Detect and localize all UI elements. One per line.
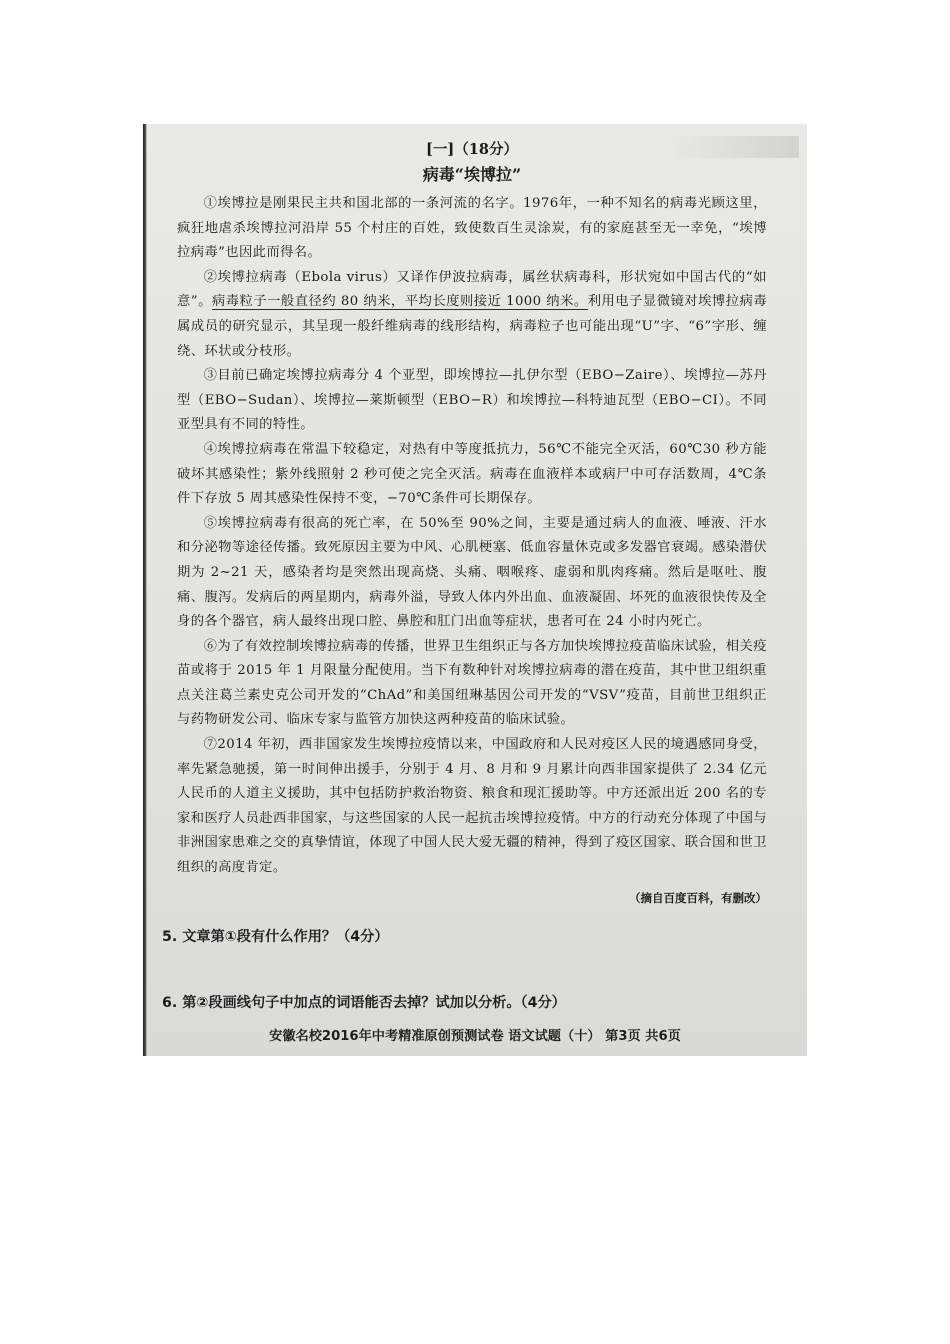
- paragraph-2-after: 利用电子显微镜对埃博拉病毒属成员的研究显示，其呈现一般纤维病毒的线形结构，病毒粒子也可能出现“U”字、“6”字形、缠绕、环状或分枝形。: [177, 294, 768, 359]
- page-footer: 安徽名校2016年中考精准原创预测试卷 语文试题（十） 第3页 共6页: [269, 1029, 681, 1044]
- paragraph-1: ①埃博拉是刚果民主共和国北部的一条河流的名字。1976年，一种不知名的病毒光顾这里，疯狂地虐杀埃博拉河沿岸 55 个村庄的百姓，致使数百生灵涂炭，有的家庭甚至无一幸免，“埃博拉病毒”也因此而得名。: [177, 196, 767, 261]
- paragraph-2: [177, 266, 767, 364]
- photo-dark-edge: [143, 124, 147, 1056]
- section-label: [一]（18分）: [426, 141, 518, 158]
- exam-page-photo: [143, 124, 807, 1056]
- underlined-sentence: 病毒粒子一般直径约 80 纳米，平均长度则接近 1000 纳米。: [211, 294, 588, 310]
- question-5: 5. 文章第①段有什么作用？（4分）: [162, 929, 389, 945]
- paragraph-5: ⑤埃博拉病毒有很高的死亡率，在 50%至 90%之间，主要是通过病人的血液、唾液、汗水和分泌物等途径传播。致死原因主要为中风、心肌梗塞、低血容量休克或多发器官衰竭。感染潜伏期为 2~21 天，感染者均是突然出现高烧、头痛、咽喉疼、虚弱和肌肉疼痛。然后是呕吐、腹痛、腹泻。发病后的两星期内，病毒外溢，导致人体内外出血、血液凝固、坏死的血液很快传及全身的各个器官，病人最终出现口腔、鼻腔和肛门出血等症状，患者可在 24 小时内死亡。: [177, 515, 767, 630]
- reading-passage: [177, 138, 767, 909]
- paragraph-2-before: ②埃博拉病毒（Ebola virus）又译作伊波拉病毒，属丝状病毒科，形状宛如中国古代的“如意”。: [177, 269, 767, 310]
- question-6: 6. 第②段画线句子中加点的词语能否去掉？试加以分析。（4分）: [162, 995, 566, 1011]
- paragraph-7: ⑦2014 年初，西非国家发生埃博拉疫情以来，中国政府和人民对疫区人民的境遇感同身受，率先紧急驰援，第一时间伸出援手，分别于 4 月、8 月和 9 月累计向西非国家提供了 2.34 亿元人民币的人道主义援助，其中包括防护救治物资、粮食和现汇援助等。中方还派出近 200 名的专家和医疗人员赴西非国家，与这些国家的人民一起抗击埃博拉疫情。中方的行动充分体现了中国与非洲国家患难之交的真挚情谊，体现了中国人民大爱无疆的精神，得到了疫区国家、联合国和世卫组织的高度肯定。: [177, 737, 767, 876]
- paragraph-3: ③目前已确定埃博拉病毒分 4 个亚型，即埃博拉—扎伊尔型（EBO−Zaire）、埃博拉—苏丹型（EBO−Sudan）、埃博拉—莱斯顿型（EBO−R）和埃博拉—科特迪瓦型（EBO−CI）。不同亚型具有不同的特性。: [177, 368, 767, 433]
- passage-title: 病毒“埃博拉”: [422, 165, 522, 184]
- source-note: （摘自百度百科，有删改）: [629, 890, 767, 905]
- paragraph-6: ⑥为了有效控制埃博拉病毒的传播，世界卫生组织正与各方加快埃博拉疫苗临床试验，相关疫苗或将于 2015 年 1 月限量分配使用。当下有数种针对埃博拉病毒的潜在疫苗，其中世卫组织重点关注葛兰素史克公司开发的“ChAd”和美国纽琳基因公司开发的“VSV”疫苗，目前世卫组织正与药物研发公司、临床专家与监管方加快这两种疫苗的临床试验。: [177, 638, 767, 728]
- paragraph-4: ④埃博拉病毒在常温下较稳定，对热有中等度抵抗力，56℃不能完全灭活，60℃30 秒方能破坏其感染性；紫外线照射 2 秒可使之完全灭活。病毒在血液样本或病尸中可存活数周，4℃条件下存放 5 周其感染性保持不变，−70℃条件可长期保存。: [177, 441, 767, 507]
